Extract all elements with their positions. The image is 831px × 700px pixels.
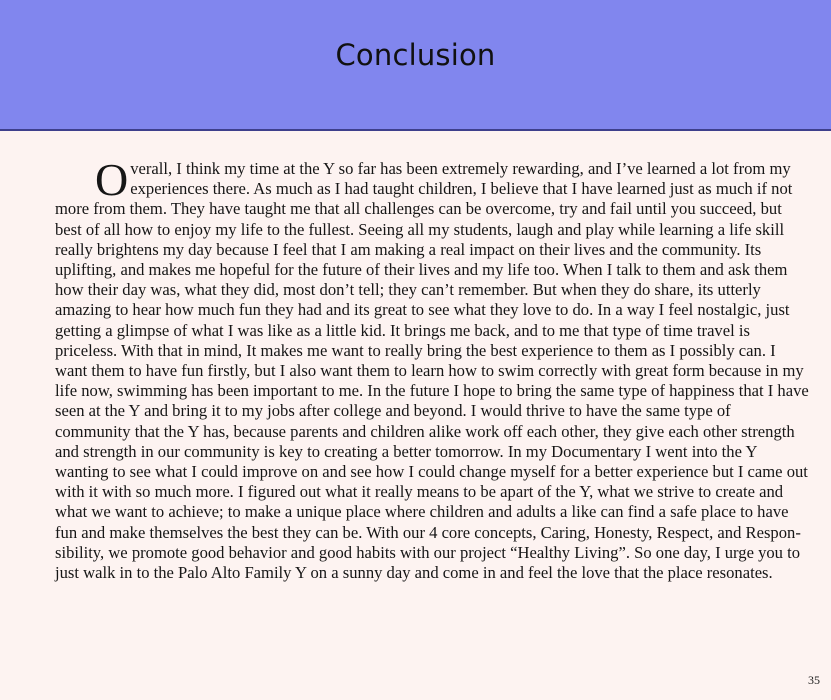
conclusion-paragraph [55,154,809,583]
body-paragraph-container [55,154,809,583]
page-number: 35 [808,673,820,687]
drop-cap: O [95,154,129,205]
header-banner [0,0,831,131]
paragraph-text: verall, I think my time at the Y so far has been extremely rewarding, and I’ve learned a lot from my experiences there. As much as I had taught children, I believe that I have learned just as much if not more from them. They have taught me that all challenges can be overcome, try and fail until you succeed, but best of all how to enjoy my life to the fullest. Seeing all my students, laugh and play while learning a life skill really brightens my day because I feel that I am making a real impact on their lives and the community. Its uplifting, and makes me hopeful for the future of their lives and my life too. When I talk to them and ask them how their day was, what they did, most don’t tell; they can’t remember. But when they do share, its utterly amazing to hear how much fun they had and its great to see what they love to do. In a way I feel nostalgic, just getting a glimpse of what I was like as a little kid. It brings me back, and to me that type of time travel is priceless. With that in mind, It makes me want to really bring the best experience to them as I possibly can. I want them to have fun firstly, but I also want them to learn how to swim correctly with great form because in my life now, swimming has been important to me. In the future I hope to bring the same type of happiness that I have seen at the Y and bring it to my jobs after college and beyond. I would thrive to have the same type of community that the Y has, because parents and children alike work off each other, they give each other strength and strength in our community is key to creating a better tomorrow. In my Documentary I went into the Y wanting to see what I could improve on and see how I could change myself for a better experience but I came out with it with so much more. I figured out what it really means to be apart of the Y, what we strive to create and what we want to achieve; to make a unique place where children and adults a like can find a safe place to have fun and make themselves the best they can be. With our 4 core concepts, Caring, Honesty, Respect, and Responsibility, we promote good behavior and good habits with our project “Healthy Living”. So one day, I urge you to just walk in to the Palo Alto Family Y on a sunny day and come in and feel the love that the place resonates. [55,159,809,583]
page-title: Conclusion [335,38,496,72]
